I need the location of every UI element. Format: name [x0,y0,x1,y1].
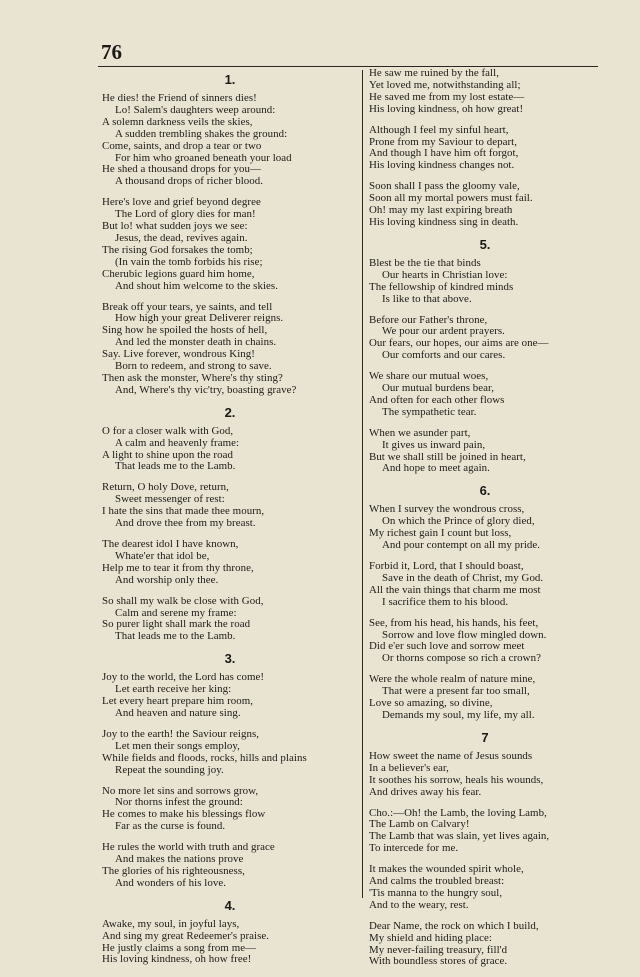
verse-line: The fellowship of kindred minds [369,280,514,293]
verse-line: Whate'er that idol be, [115,549,210,562]
stanza [369,674,601,722]
verse-line: But we shall still be joined in heart, [369,450,526,463]
stanza [369,428,601,476]
verse-line: Forbid it, Lord, that I should boast, [369,560,524,572]
hymn [102,899,358,967]
verse-line: When I survey the wondrous cross, [369,503,525,516]
verse-line: Yet loved me, notwithstanding all; [369,78,521,91]
stanza [102,93,358,188]
verse-line: To intercede for me. [369,842,459,855]
verse-line: Return, O holy Dove, return, [102,481,229,494]
verse-line: And drove thee from my breast. [115,517,256,530]
verse-line: Repeat the sounding joy. [115,763,224,776]
stanza [102,919,358,967]
verse-line: A solemn darkness veils the skies, [102,115,253,128]
verse-line: His loving kindness sing in death. [369,215,519,228]
verse-line: And heaven and nature sing. [115,706,241,719]
verse-line: Calm and serene my frame: [115,606,237,619]
verse-line: A light to shine upon the road [102,448,233,461]
hymn-number: 3. [224,651,236,667]
verse-line: Then ask the monster, Where's thy sting? [102,371,283,384]
verse-line: Lo! Salem's daughters weep around: [115,103,276,116]
verse-line: Far as the curse is found. [115,820,226,833]
verse-line: And shout him welcome to the skies. [115,279,278,292]
verse-line: Born to redeem, and strong to save. [115,360,272,373]
verse-line: Were the whole realm of nature mine, [369,673,536,686]
verse-line: For him who groaned beneath your load [115,151,292,164]
stanza [369,315,601,363]
verse-line: The Lamb on Calvary! [369,818,470,831]
verse-line: My richest gain I count but loss, [369,527,512,540]
verse-line: It makes the wounded spirit whole, [369,863,524,876]
verse-line: So shall my walk be close with God, [102,594,264,607]
stanza [369,864,601,912]
stanza [369,258,601,306]
verse-line: Blest be the tie that binds [369,256,481,269]
hymn-number: 4. [224,897,236,913]
stanza [102,302,358,397]
hymn [369,238,601,476]
hymn-number: 7 [481,729,489,745]
verse-line: Joy to the world, the Lord has come! [102,671,265,684]
verse-line: A sudden trembling shakes the ground: [115,127,288,140]
stanza [102,539,358,587]
verse-line: His loving kindness, oh how free! [102,953,252,966]
stanza [102,729,358,777]
hymn-number: 2. [224,404,236,420]
hymn [102,406,358,644]
verse-line: Break off your tears, ye saints, and tell [102,300,273,313]
hymn [102,652,358,890]
verse-line: Here's love and grief beyond degree [102,196,261,209]
verse-line: He justly claims a song from me— [102,941,257,954]
verse-line: Say. Live forever, wondrous King! [102,348,255,361]
stanza [369,371,601,419]
hymn [369,68,601,229]
verse-line: And wonders of his love. [115,876,226,889]
verse-line: So purer light shall mark the road [102,618,251,631]
verse-line: It soothes his sorrow, heals his wounds, [369,773,544,786]
verse-line: The glories of his righteousness, [102,864,245,877]
verse-line: Our mutual burdens bear, [382,382,495,395]
verse-line: The Lord of glory dies for man! [115,208,256,221]
hymn-number: 6. [479,483,491,499]
verse-line: Or thorns compose so rich a crown? [382,652,541,665]
verse-line: How sweet the name of Jesus sounds [369,749,533,762]
verse-line: He rules the world with truth and grace [102,841,275,854]
verse-line: The sympathetic tear. [382,405,477,418]
verse-line: Come, saints, and drop a tear or two [102,139,262,152]
hymn [102,73,358,397]
verse-line: Before our Father's throne, [369,313,488,326]
verse-line: O for a closer walk with God, [102,424,234,437]
verse-line: Dear Name, the rock on which I build, [369,919,539,932]
verse-line: On which the Prince of glory died, [382,515,535,528]
verse-line: He dies! the Friend of sinners dies! [102,92,257,104]
verse-line: Cherubic legions guard him home, [102,267,255,280]
verse-line: That leads me to the Lamb. [115,630,236,643]
verse-line: The Lamb that was slain, yet lives again, [369,830,550,843]
verse-line: That leads me to the Lamb. [115,460,236,473]
verse-line: Sorrow and love flow mingled down. [382,628,547,641]
stanza [369,561,601,609]
verse-line: All the vain things that charm me most [369,583,541,596]
verse-line: No more let sins and sorrows grow, [102,784,259,797]
hymn [369,484,601,722]
verse-line: Jesus, the dead, revives again. [115,231,248,244]
verse-line: I hate the sins that made thee mourn, [102,505,265,518]
verse-line: Let earth receive her king: [115,683,232,696]
verse-line: And often for each other flows [369,393,505,406]
stanza [102,672,358,720]
verse-line: Demands my soul, my life, my all. [382,708,535,721]
verse-line: Save in the death of Christ, my God. [382,571,544,584]
verse-line: The dearest idol I have known, [102,538,239,550]
verse-line: His loving kindness, oh how great! [369,102,524,115]
verse-line: Is like to that above. [382,292,472,305]
header-rule [98,66,598,67]
verse-line: And sing my great Redeemer's praise. [102,929,270,942]
verse-line: And, Where's thy vic'try, boasting grave? [115,383,297,396]
hymn-number: 5. [479,236,491,252]
verse-line: And pour contempt on all my pride. [382,539,541,552]
verse-line: It gives us inward pain, [382,438,486,451]
stanza [369,751,601,799]
verse-line: 'Tis manna to the hungry soul, [369,886,503,899]
verse-line: My shield and hiding place: [369,931,492,944]
verse-line: Let every heart prepare him room, [102,695,254,708]
stanza [102,482,358,530]
verse-line: Our comforts and our cares. [382,349,506,362]
stanza [369,921,601,969]
verse-line: And though I have him oft forgot, [369,147,519,160]
stanza [102,786,358,834]
verse-line: He saw me ruined by the fall, [369,67,499,79]
verse-line: Our hearts in Christian love: [382,268,508,281]
stanza [369,125,601,173]
stanza [369,618,601,666]
page-number: 76 [101,40,122,64]
stanza [102,197,358,292]
stanza [102,426,358,474]
verse-line: Awake, my soul, in joyful lays, [102,917,240,930]
verse-line: With boundless stores of grace. [369,955,508,968]
stanza [369,181,601,229]
verse-line: Cho.:—Oh! the Lamb, the loving Lamb, [369,806,547,819]
verse-line: See, from his head, his hands, his feet, [369,616,539,629]
verse-line: Did e'er such love and sorrow meet [369,640,525,653]
verse-line: Help me to tear it from thy throne, [102,561,254,574]
verse-line: Oh! may my last expiring breath [369,204,513,217]
verse-line: Joy to the earth! the Saviour reigns, [102,727,260,740]
verse-line: He shed a thousand drops for you— [102,163,261,176]
verse-line: And calms the troubled breast: [369,875,505,888]
verse-line: While fields and floods, rocks, hills and plains [102,751,307,764]
verse-line: Soon shall I pass the gloomy vale, [369,180,520,193]
verse-line: I sacrifice them to his blood. [382,595,509,608]
hymn [369,731,601,969]
verse-line: And worship only thee. [115,573,219,586]
verse-line: Sweet messenger of rest: [115,493,225,506]
verse-line: Soon all my mortal powers must fail. [369,192,533,205]
stanza [102,842,358,890]
verse-line: His loving kindness changes not. [369,159,515,172]
verse-line: Nor thorns infest the ground: [115,796,243,809]
column-divider [362,70,363,898]
verse-line: How high your great Deliverer reigns. [115,312,284,325]
stanza [102,596,358,644]
verse-line: But lo! what sudden joys we see: [102,220,248,233]
verse-line: And makes the nations prove [115,853,244,866]
verse-line: Love so amazing, so divine, [369,697,493,710]
verse-line: And led the monster death in chains. [115,336,277,349]
verse-line: (In vain the tomb forbids his rise; [115,255,263,268]
verse-line: In a believer's ear, [369,761,449,774]
verse-line: And to the weary, rest. [369,898,469,911]
verse-line: And drives away his fear. [369,785,482,798]
verse-line: Our fears, our hopes, our aims are one— [369,337,549,350]
verse-line: Prone from my Saviour to depart, [369,135,517,148]
verse-line: He comes to make his blessings flow [102,808,266,821]
verse-line: And hope to meet again. [382,462,490,475]
verse-line: When we asunder part, [369,426,471,439]
right-column [369,68,601,977]
verse-line: We share our mutual woes, [369,370,489,383]
verse-line: Let men their songs employ, [115,739,240,752]
stanza [369,68,601,116]
hymn-number: 1. [224,72,236,87]
stanza [369,504,601,552]
verse-line: My never-failing treasury, fill'd [369,943,508,956]
verse-line: We pour our ardent prayers. [382,325,505,338]
verse-line: Sing how he spoiled the hosts of hell, [102,324,268,337]
stanza [369,808,601,856]
verse-line: A thousand drops of richer blood. [115,175,264,188]
verse-line: The rising God forsakes the tomb; [102,243,253,256]
verse-line: He saved me from my lost estate— [369,90,525,103]
verse-line: A calm and heavenly frame: [115,436,240,449]
left-column [102,68,358,975]
verse-line: That were a present far too small, [382,685,530,698]
verse-line: Although I feel my sinful heart, [369,123,509,136]
